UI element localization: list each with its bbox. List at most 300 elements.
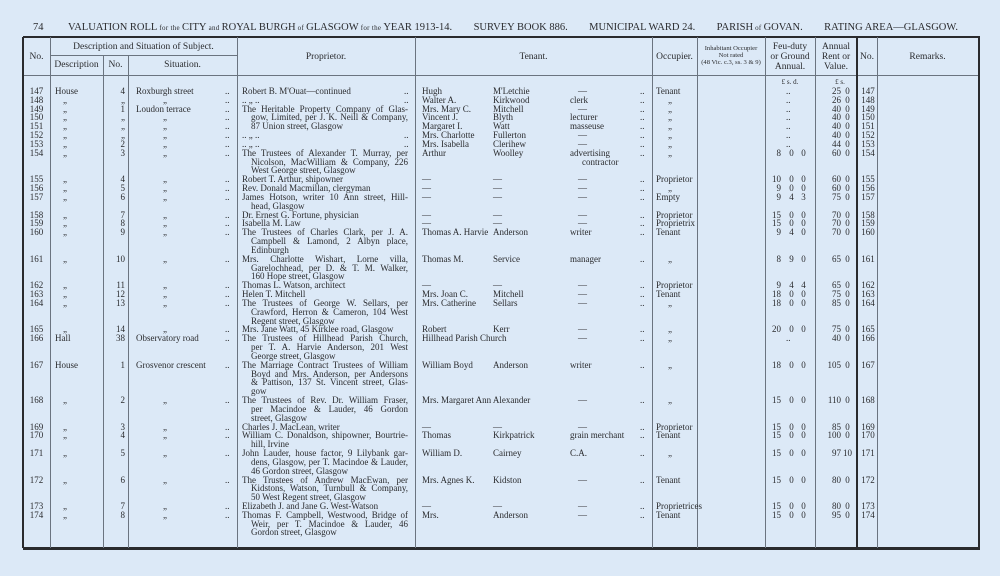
tenant-first-name: — [422, 280, 431, 291]
rent-currency-label: £ s. [835, 78, 845, 86]
description: „ [63, 253, 67, 264]
dot-leader: .. [225, 183, 230, 194]
proprietor-line: The Trustees of Hillhead Parish Church, [242, 333, 408, 344]
dot-leader: .. [640, 280, 645, 291]
title-text: CITY [182, 22, 207, 33]
annual-rent-pounds: 80 [832, 501, 841, 511]
annual-rent-shillings: 0 [845, 191, 850, 202]
occupation-line: — [578, 474, 587, 485]
description: „ [63, 430, 67, 441]
tenant-first-name: Margaret I. [422, 121, 463, 132]
proprietor-line: Robert B. M'Ouat—continued [242, 86, 351, 96]
situation: „ [163, 209, 167, 220]
annual-rent-shillings: 0 [845, 474, 850, 485]
entry-number: 147 [29, 86, 44, 96]
feu-duty-shillings: 0 [789, 359, 794, 370]
tenant-surname: — [493, 174, 502, 185]
situation: „ [163, 147, 167, 158]
annual-rent-pounds: 65 [832, 280, 841, 291]
situation: „ [163, 509, 167, 520]
annual-rent-pounds: 80 [832, 474, 841, 485]
feu-duty-pounds: 15 [772, 474, 781, 485]
tenant-surname: Anderson [493, 509, 528, 520]
feu-duty-shillings: 0 [789, 324, 794, 335]
dot-leader: .. [225, 112, 230, 123]
entry-number: 166 [29, 333, 44, 344]
entry-number: 155 [29, 174, 44, 185]
header-line: Annual. [774, 62, 806, 72]
proprietor [242, 131, 408, 140]
dot-leader: .. [640, 183, 645, 194]
street-number: 13 [116, 297, 125, 308]
tenant-surname: Kidston [493, 474, 522, 485]
annual-rent-shillings: 0 [845, 501, 850, 511]
annual-rent-shillings: 0 [845, 121, 850, 132]
description: „ [63, 474, 67, 485]
feu-duty-pounds: 15 [772, 430, 781, 441]
occupation-line: — [578, 333, 587, 344]
dot-leader: .. [640, 103, 645, 114]
dot-leader: .. [225, 103, 230, 114]
table-row [0, 193, 1000, 211]
entry-number-right: 149 [861, 103, 875, 114]
proprietor-line: Nicolson, MacWilliam & Company, 226 [251, 156, 408, 167]
occupier: Tenant [656, 509, 681, 520]
occupation-line: manager [570, 253, 601, 264]
tenant-surname: Kirkwood [493, 94, 530, 105]
occupation-line: writer [570, 227, 592, 238]
proprietor-line: Boyd and Mrs. Anderson, per Andersons [251, 368, 408, 379]
feu-duty-blank: .. [786, 86, 791, 96]
street-number: 12 [116, 289, 125, 300]
annual-rent-shillings: 0 [845, 324, 850, 335]
annual-rent-shillings: 0 [845, 359, 850, 370]
title-text: ROYAL BURGH [221, 22, 296, 33]
feu-duty-shillings: 0 [789, 209, 794, 220]
title-text: GLASGOW [306, 22, 359, 33]
feu-duty-blank: .. [786, 112, 791, 123]
proprietor-line: The Heritable Property Company of Glas- [242, 103, 408, 114]
dot-leader: .. [225, 94, 230, 105]
description: „ [63, 280, 67, 291]
situation: „ [163, 112, 167, 123]
tenant-occupation [578, 334, 587, 343]
tenant-occupation [570, 255, 601, 264]
proprietor-line: Isabella M. Law [242, 218, 301, 229]
proprietor-line: & Pattison, 137 St. Vincent street, Glas- [251, 377, 408, 388]
feu-duty-pence: 0 [801, 421, 806, 432]
entry-number: 174 [29, 509, 44, 520]
occupation-line: C.A. [570, 448, 588, 459]
tenant-occupation [578, 299, 587, 308]
annual-rent-pounds: 75 [832, 191, 841, 202]
description: „ [63, 138, 67, 149]
feu-duty-pence: 0 [801, 359, 806, 370]
feu-duty-pounds: 8 [776, 147, 781, 158]
situation: „ [163, 430, 167, 441]
entry-number-right: 174 [861, 509, 875, 520]
feu-duty-pounds: 9 [776, 183, 781, 194]
tenant-first-name: Walter A. [422, 94, 457, 105]
proprietor-line: Kidstons, Watson, Turnbull & Company, [251, 483, 408, 494]
street-number: 4 [120, 86, 125, 96]
dot-leader: .. [225, 501, 230, 511]
description: „ [63, 191, 67, 202]
occupier: Proprietrices [656, 501, 702, 511]
title-text: for the [157, 24, 183, 32]
title-text: and [206, 24, 222, 32]
situation: „ [163, 280, 167, 291]
entry-number-right: 170 [861, 430, 875, 441]
proprietor-line: The Trustees of Charles Clark, per J. A. [242, 227, 408, 238]
entry-number: 149 [29, 103, 44, 114]
description: House [55, 86, 78, 96]
tenant-surname: — [493, 218, 502, 229]
feu-duty-pence: 0 [801, 227, 806, 238]
proprietor-line: street, Glasgow [251, 412, 307, 423]
entry-number-right: 167 [861, 359, 875, 370]
tenant-surname: Woolley [493, 147, 524, 158]
tenant-surname: Mitchell [493, 289, 524, 300]
table-row [0, 476, 1000, 502]
entry-number: 161 [29, 253, 44, 264]
street-number: 1 [120, 103, 125, 114]
entry-number: 160 [29, 227, 44, 238]
street-number: 3 [120, 147, 125, 158]
entry-number-right: 168 [861, 395, 875, 406]
description: „ [63, 94, 67, 105]
table-row [0, 299, 1000, 325]
page-number: 74 [33, 22, 44, 33]
annual-rent-pounds: 97 [832, 448, 841, 459]
street-number: 14 [116, 324, 125, 335]
tenant-first-name: Thomas A. Harvie [422, 227, 489, 238]
annual-rent-pounds: 75 [832, 289, 841, 300]
proprietor-line: Weir, per T. Macindoe & Lauder, 46 [251, 518, 408, 529]
situation: „ [163, 191, 167, 202]
annual-rent-pounds: 85 [832, 297, 841, 308]
title-text: YEAR 1913-14. [383, 22, 453, 33]
feu-duty-pence: 4 [801, 280, 806, 291]
description: House [55, 359, 78, 370]
tenant-surname: Kerr [493, 324, 510, 335]
situation: „ [163, 324, 167, 335]
entry-number-right: 152 [861, 130, 875, 141]
dot-leader: .. [640, 333, 645, 344]
tenant-surname: Kirkpatrick [493, 430, 535, 441]
annual-rent-pounds: 60 [832, 174, 841, 185]
situation: „ [163, 474, 167, 485]
proprietor-line: per Macindoe & Lauder, 46 Gordon [251, 403, 408, 414]
proprietor-line: Gordon street, Glasgow [251, 527, 337, 538]
feu-duty-blank: .. [786, 130, 791, 141]
tenant-surname: Cairney [493, 448, 522, 459]
occupation-line: — [578, 324, 587, 335]
description: „ [63, 209, 67, 220]
dot-leader: .. [225, 86, 230, 96]
situation: „ [163, 395, 167, 406]
feu-duty-pence: 0 [801, 209, 806, 220]
dot-leader: .. [640, 448, 645, 459]
title-text: of [295, 24, 307, 32]
feu-duty-shillings: 4 [789, 191, 794, 202]
tenant-first-name: Hugh [422, 86, 442, 96]
occupier: „ [668, 94, 672, 105]
annual-rent-pounds: 60 [832, 183, 841, 194]
situation: „ [163, 448, 167, 459]
annual-rent-pounds: 40 [832, 130, 841, 141]
annual-rent-pounds: 105 [827, 359, 841, 370]
entry-number: 159 [29, 218, 44, 229]
header-remarks: Remarks. [909, 52, 946, 62]
tenant-surname: Blyth [493, 112, 514, 123]
proprietor-line: 46 Gordon street, Glasgow [251, 465, 348, 476]
feu-duty-pounds: 10 [772, 174, 781, 185]
tenant-occupation [578, 396, 587, 405]
proprietor-line: .. „ .. [242, 138, 260, 149]
feu-duty-pence: 0 [801, 289, 806, 300]
entry-number: 171 [29, 448, 44, 459]
entry-number-right: 165 [861, 324, 875, 335]
dot-leader: .. [225, 280, 230, 291]
tenant-first-name: Mrs. Charlotte [422, 130, 475, 141]
feu-duty-pounds: 20 [772, 324, 781, 335]
dot-leader: .. [640, 324, 645, 335]
description: „ [63, 103, 67, 114]
situation: „ [163, 253, 167, 264]
feu-duty-shillings: 0 [789, 448, 794, 459]
proprietor-line: 87 Union street, Glasgow [251, 121, 343, 132]
feu-duty-shillings: 0 [789, 395, 794, 406]
tenant-first-name: Mrs. Agnes K. [422, 474, 475, 485]
proprietor [242, 476, 408, 502]
proprietor-line: .. „ .. [242, 130, 260, 141]
situation: „ [163, 138, 167, 149]
dot-leader: .. [225, 121, 230, 132]
occupation-line: — [578, 218, 587, 229]
feu-duty-pounds: 9 [776, 227, 781, 238]
tenant-surname: — [493, 421, 502, 432]
feu-duty-pence: 0 [801, 324, 806, 335]
header-line: Feu-duty [772, 42, 808, 52]
dot-leader: .. [640, 130, 645, 141]
annual-rent-pounds: 40 [832, 333, 841, 344]
situation: „ [163, 121, 167, 132]
proprietor-line: Charles J. MacLean, writer [242, 421, 340, 432]
entry-number: 150 [29, 112, 44, 123]
tenant-first-name: — [422, 174, 431, 185]
street-number: 8 [120, 218, 125, 229]
dot-leader: .. [404, 138, 409, 149]
occupier: Proprietrix [656, 218, 695, 229]
proprietor-line: head, Glasgow [251, 200, 305, 211]
feu-duty-pounds: 15 [772, 501, 781, 511]
street-number: 4 [120, 174, 125, 185]
annual-rent-pounds: 70 [832, 209, 841, 220]
street-number: 2 [120, 395, 125, 406]
feu-duty-shillings: 4 [789, 227, 794, 238]
proprietor [242, 255, 408, 281]
occupation-line: grain merchant [570, 430, 625, 441]
tenant-occupation [578, 511, 587, 520]
tenant-surname: Mitchell [493, 103, 524, 114]
feu-duty-shillings: 0 [789, 501, 794, 511]
entry-number: 168 [29, 395, 44, 406]
occupier: „ [668, 359, 672, 370]
annual-rent-shillings: 0 [845, 147, 850, 158]
description: „ [63, 121, 67, 132]
feu-duty-shillings: 0 [789, 430, 794, 441]
entry-number: 170 [29, 430, 44, 441]
description: „ [63, 509, 67, 520]
entry-number: 148 [29, 94, 44, 105]
description: „ [63, 421, 67, 432]
feu-duty-shillings: 4 [789, 280, 794, 291]
proprietor-line: The Trustees of Rev. Dr. William Fraser, [242, 395, 408, 406]
occupier: Proprietor [656, 280, 693, 291]
feu-duty-shillings: 0 [789, 509, 794, 520]
dot-leader: .. [225, 448, 230, 459]
title-segment [474, 22, 568, 33]
feu-duty-blank: .. [786, 103, 791, 114]
description: „ [63, 174, 67, 185]
street-number: 10 [116, 253, 125, 264]
street-number: 11 [116, 280, 125, 291]
annual-rent-pounds: 65 [832, 253, 841, 264]
feu-duty-pounds: 18 [772, 297, 781, 308]
feu-currency-label: £ s. d. [781, 78, 799, 86]
description: „ [63, 297, 67, 308]
title-text: PARISH [716, 22, 754, 33]
proprietor-line: William C. Donaldson, shipowner, Bourtrie- [242, 430, 408, 441]
situation: „ [163, 218, 167, 229]
occupation-line: — [578, 174, 587, 185]
tenant-surname: — [493, 280, 502, 291]
proprietor [242, 361, 408, 396]
occupation-line: lecturer [570, 112, 598, 123]
dot-leader: .. [225, 430, 230, 441]
feu-duty-shillings: 0 [789, 421, 794, 432]
annual-rent-shillings: 0 [845, 94, 850, 105]
occupation-line: — [578, 501, 587, 511]
annual-rent-shillings: 0 [845, 174, 850, 185]
feu-duty-shillings: 0 [789, 174, 794, 185]
occupier: Tenant [656, 86, 681, 96]
description: „ [63, 448, 67, 459]
header-line: Value. [823, 62, 848, 72]
entry-number: 164 [29, 297, 44, 308]
dot-leader: .. [640, 253, 645, 264]
proprietor-line: gow [251, 386, 267, 397]
dot-leader: .. [225, 324, 230, 335]
annual-rent-pounds: 85 [832, 421, 841, 432]
annual-rent-pounds: 70 [832, 227, 841, 238]
dot-leader: .. [640, 112, 645, 123]
description: „ [63, 147, 67, 158]
tenant-first-name: Mrs. Margaret Ann Alexander [422, 395, 531, 406]
dot-leader: .. [225, 147, 230, 158]
proprietor-line: Dr. Ernest G. Fortune, physician [242, 209, 359, 220]
entry-number-right: 171 [861, 448, 875, 459]
tenant-occupation [578, 476, 587, 485]
feu-duty-pence: 0 [801, 147, 806, 158]
dot-leader: .. [225, 227, 230, 238]
dot-leader: .. [225, 218, 230, 229]
title-text: GOVAN. [763, 22, 803, 33]
annual-rent-pounds: 26 [832, 94, 841, 105]
entry-number-right: 160 [861, 227, 875, 238]
feu-duty-pounds: 8 [776, 253, 781, 264]
proprietor-line: hill, Irvine [251, 439, 289, 450]
table-row [0, 511, 1000, 537]
proprietor-line: West George street, Glasgow [251, 165, 356, 176]
situation: Observatory road [136, 333, 199, 344]
feu-duty-shillings: 0 [789, 147, 794, 158]
header-no-right: No. [860, 52, 874, 62]
feu-duty-pence: 0 [801, 174, 806, 185]
title-text: MUNICIPAL WARD 24. [589, 22, 696, 33]
title-segment [717, 22, 803, 33]
proprietor [242, 87, 408, 96]
street-number: „ [121, 112, 125, 123]
annual-rent-shillings: 0 [845, 112, 850, 123]
annual-rent-pounds: 25 [832, 86, 841, 96]
table-bottom-rule [23, 547, 980, 550]
dot-leader: .. [404, 86, 409, 96]
dot-leader: .. [640, 297, 645, 308]
tenant-first-name: Mrs. Mary C. [422, 103, 471, 114]
tenant-first-name: — [422, 501, 431, 511]
proprietor-line: 50 West Regent street, Glasgow [251, 492, 366, 503]
entry-number-right: 154 [861, 147, 875, 158]
tenant-surname: Anderson [493, 359, 528, 370]
tenant-first-name: — [422, 421, 431, 432]
tenant-first-name: Thomas M. [422, 253, 464, 264]
annual-rent-shillings: 0 [845, 209, 850, 220]
entry-number-right: 159 [861, 218, 875, 229]
dot-leader: .. [225, 191, 230, 202]
entry-number-right: 169 [861, 421, 875, 432]
table-row [0, 431, 1000, 449]
header-line: Rent or [821, 52, 851, 62]
occupation-line: — [578, 395, 587, 406]
dot-leader: .. [640, 227, 645, 238]
entry-number-right: 155 [861, 174, 875, 185]
annual-rent-shillings: 0 [845, 509, 850, 520]
occupier: „ [668, 121, 672, 132]
street-number: 3 [120, 421, 125, 432]
entry-number: 167 [29, 359, 44, 370]
entry-number: 169 [29, 421, 44, 432]
proprietor-line: Crawford, Herron & Cameron, 104 West [251, 306, 408, 317]
description: „ [63, 112, 67, 123]
header-line: (48 Vic. c.3, ss. 3 & 9) [701, 59, 761, 67]
occupier: Tenant [656, 474, 681, 485]
dot-leader: .. [225, 174, 230, 185]
entry-number: 172 [29, 474, 44, 485]
street-number: „ [121, 130, 125, 141]
tenant-occupation [570, 228, 592, 237]
dot-leader: .. [640, 501, 645, 511]
proprietor-line: 160 Hope street, Glasgow [251, 271, 345, 282]
occupier: „ [668, 183, 672, 194]
occupation-line: — [578, 209, 587, 220]
tenant-first-name: — [422, 209, 431, 220]
occupation-line: writer [570, 359, 592, 370]
occupation-line: contractor [582, 156, 619, 167]
feu-duty-pounds: 15 [772, 421, 781, 432]
occupier: Proprietor [656, 174, 693, 185]
